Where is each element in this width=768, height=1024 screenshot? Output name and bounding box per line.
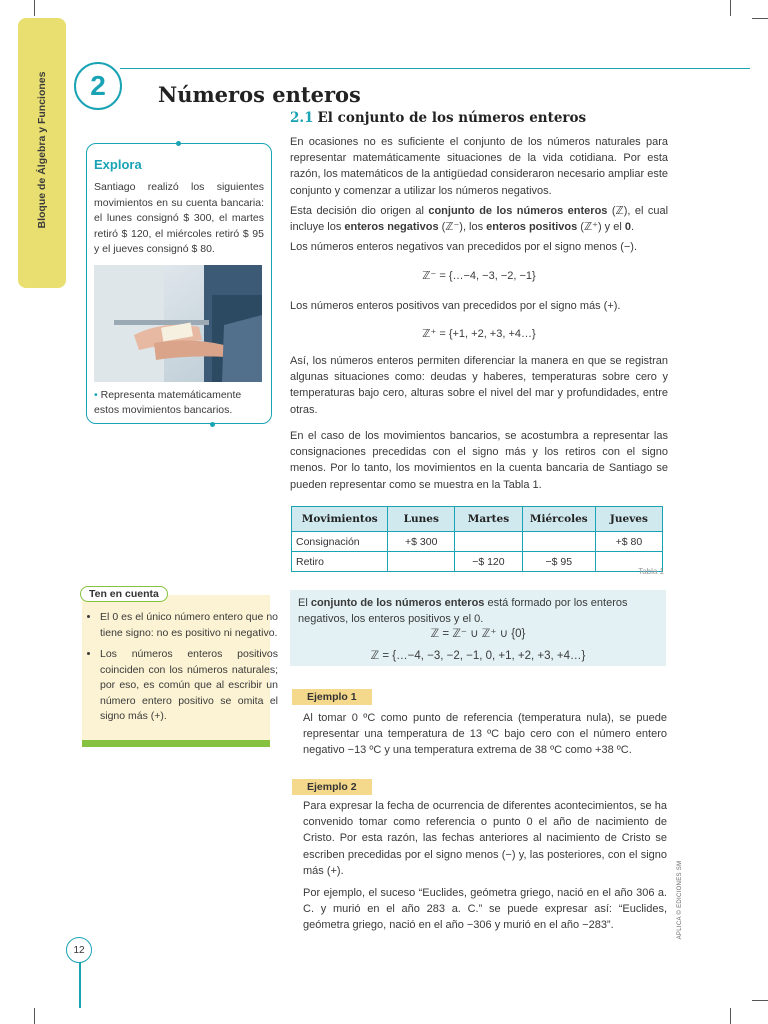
term-positive: enteros positivos	[486, 221, 578, 234]
intro-block	[290, 134, 668, 259]
text-run: (ℤ⁻), los	[438, 221, 487, 234]
explora-bottom-dot	[210, 422, 215, 427]
crop-mark	[730, 0, 731, 16]
page-number-rule	[79, 960, 81, 1008]
table-cell	[522, 532, 595, 552]
table-row	[292, 532, 663, 552]
bank-photo-illustration	[94, 265, 262, 382]
list-item: • Los números enteros positivos coinciden con los números naturales; por eso, es común que al escribir un número entero positivo se omita el signo más (+).	[100, 647, 278, 725]
crop-mark	[34, 0, 35, 16]
text-run: (ℤ), el cual incluye los	[290, 204, 669, 234]
table-cell: Retiro	[292, 552, 388, 572]
intro-paragraph-2	[290, 203, 668, 235]
table-caption: Tabla 1	[638, 567, 664, 576]
example-2-label: Ejemplo 2	[292, 779, 372, 795]
table-cell: +$ 300	[388, 532, 455, 552]
text-run: Esta decisión dio origen al	[290, 204, 429, 217]
example-1-text: Al tomar 0 ºC como punto de referencia (temperatura nula), se puede representar una temperatura de 13 ºC bajo cero con el número entero negativo −13 ºC y una temperatura extrema de 38 ºC como +38 ºC.	[303, 712, 667, 757]
page-number: 12	[66, 937, 92, 963]
explora-bullet-text: Representa matemáticamente estos movimientos bancarios.	[94, 389, 242, 416]
crop-mark	[34, 1008, 35, 1024]
intro-paragraph-1: En ocasiones no es suficiente el conjunto de los números naturales para representar matemáticamente situaciones de la vida cotidiana. Por esta razón, los matemáticos de la antigüedad consideraron necesario ampliar este conjunto y comenzar a utilizar los números negativos.	[290, 136, 668, 197]
section-title	[290, 110, 586, 126]
table-cell: −$ 95	[522, 552, 595, 572]
table-header-cell: Martes	[455, 507, 523, 532]
crop-mark	[730, 1008, 731, 1024]
table-header-cell: Miércoles	[522, 507, 595, 532]
crop-mark	[752, 18, 768, 19]
text-run: (ℤ⁺) y el	[577, 221, 625, 234]
list-item: • El 0 es el único número entero que no tiene signo: no es positivo ni negativo.	[100, 610, 278, 641]
text-run: El	[298, 597, 311, 609]
formula-positives: ℤ⁺ = {+1, +2, +3, +4…}	[422, 328, 536, 340]
publisher-credit: APLICA © EDICIONES SM	[677, 860, 683, 940]
ten-en-cuenta-title: Ten en cuenta	[80, 586, 168, 602]
sidebar-label: Bloque de Álgebra y Funciones	[36, 71, 48, 229]
bank-counter-photo	[94, 265, 262, 382]
intro-paragraph-4: Los números enteros positivos van precedidos por el signo más (+).	[290, 300, 621, 312]
explora-top-dot	[176, 141, 181, 146]
formula-negatives: ℤ⁻ = {…−4, −3, −2, −1}	[422, 270, 536, 282]
explora-title: Explora	[94, 157, 142, 172]
term-zero: 0	[624, 221, 631, 234]
bullet-icon: •	[94, 389, 98, 401]
section-number: 2.1	[290, 110, 314, 126]
term-integers: conjunto de los números enteros	[428, 204, 608, 217]
chapter-title: Números enteros	[158, 82, 361, 107]
example-2-text	[303, 798, 667, 940]
table-header-cell: Jueves	[595, 507, 662, 532]
intro-paragraph-6: En el caso de los movimientos bancarios, se acostumbra a representar las consignaciones precedidas con el signo más y los retiros con el signo menos. Por lo tanto, los movimientos en la cuenta bancaria de Santiago se pueden representar como se muestra en la Tabla 1.	[290, 430, 668, 491]
definition-text	[298, 595, 660, 627]
term-negative: enteros negativos	[344, 221, 439, 234]
example-2-paragraph-1: Para expresar la fecha de ocurrencia de diferentes acontecimientos, se ha convenido tomar como referencia o punto 0 el año de nacimiento de Cristo. Por esta razón, las fechas anteriores al nacimiento de Cristo se escriben precedidas por el signo menos (−) y, las posteriores, con el signo más (+).	[303, 800, 667, 877]
table-cell: −$ 120	[455, 552, 523, 572]
intro-paragraph-5: Así, los números enteros permiten diferenciar la manera en que se registran algunas situaciones como: deudas y haberes, temperaturas sobre cero y temperaturas bajo cero, alturas sobre el nivel del mar y profundidades, entre otras.	[290, 355, 668, 416]
ten-en-cuenta-list	[88, 610, 278, 731]
text-run: .	[630, 221, 635, 234]
term-integers: conjunto de los números enteros	[310, 597, 485, 609]
example-2-paragraph-2: Por ejemplo, el suceso “Euclides, geómetra griego, nació en el año 306 a. C. y murió en el año 283 a. C.” se puede expresar así: “Euclides, geómetra griego, nació en el año −306 y murió en el año −283”.	[303, 887, 667, 932]
table-header-row	[292, 507, 663, 532]
text-run: está formado por los enteros negativos, los enteros positivos y el 0.	[298, 597, 628, 625]
table-row	[292, 552, 663, 572]
header-rule	[120, 68, 750, 69]
intro-paragraph-3: Los números enteros negativos van precedidos por el signo menos (−).	[290, 241, 637, 254]
table-header-cell: Lunes	[388, 507, 455, 532]
table-header-cell: Movimientos	[292, 507, 388, 532]
movements-table	[291, 506, 663, 572]
table-cell: Consignación	[292, 532, 388, 552]
definition-formula-set: ℤ = {…−4, −3, −2, −1, 0, +1, +2, +3, +4…}	[370, 650, 586, 662]
explora-text: Santiago realizó los siguientes movimientos en su cuenta bancaria: el lunes consignó $ 300, el martes retiró $ 120, el miércoles retiró $ 95 y el jueves consignó $ 80.	[94, 181, 264, 255]
crop-mark	[752, 1000, 768, 1001]
table-cell: +$ 80	[595, 532, 662, 552]
section-title-text: El conjunto de los números enteros	[317, 110, 587, 126]
definition-formula-union: ℤ = ℤ⁻ ∪ ℤ⁺ ∪ {0}	[430, 628, 526, 640]
explora-bullet	[94, 388, 264, 418]
example-1-label: Ejemplo 1	[292, 689, 372, 705]
table-cell	[455, 532, 523, 552]
chapter-number: 2	[74, 62, 122, 110]
table-cell	[388, 552, 455, 572]
